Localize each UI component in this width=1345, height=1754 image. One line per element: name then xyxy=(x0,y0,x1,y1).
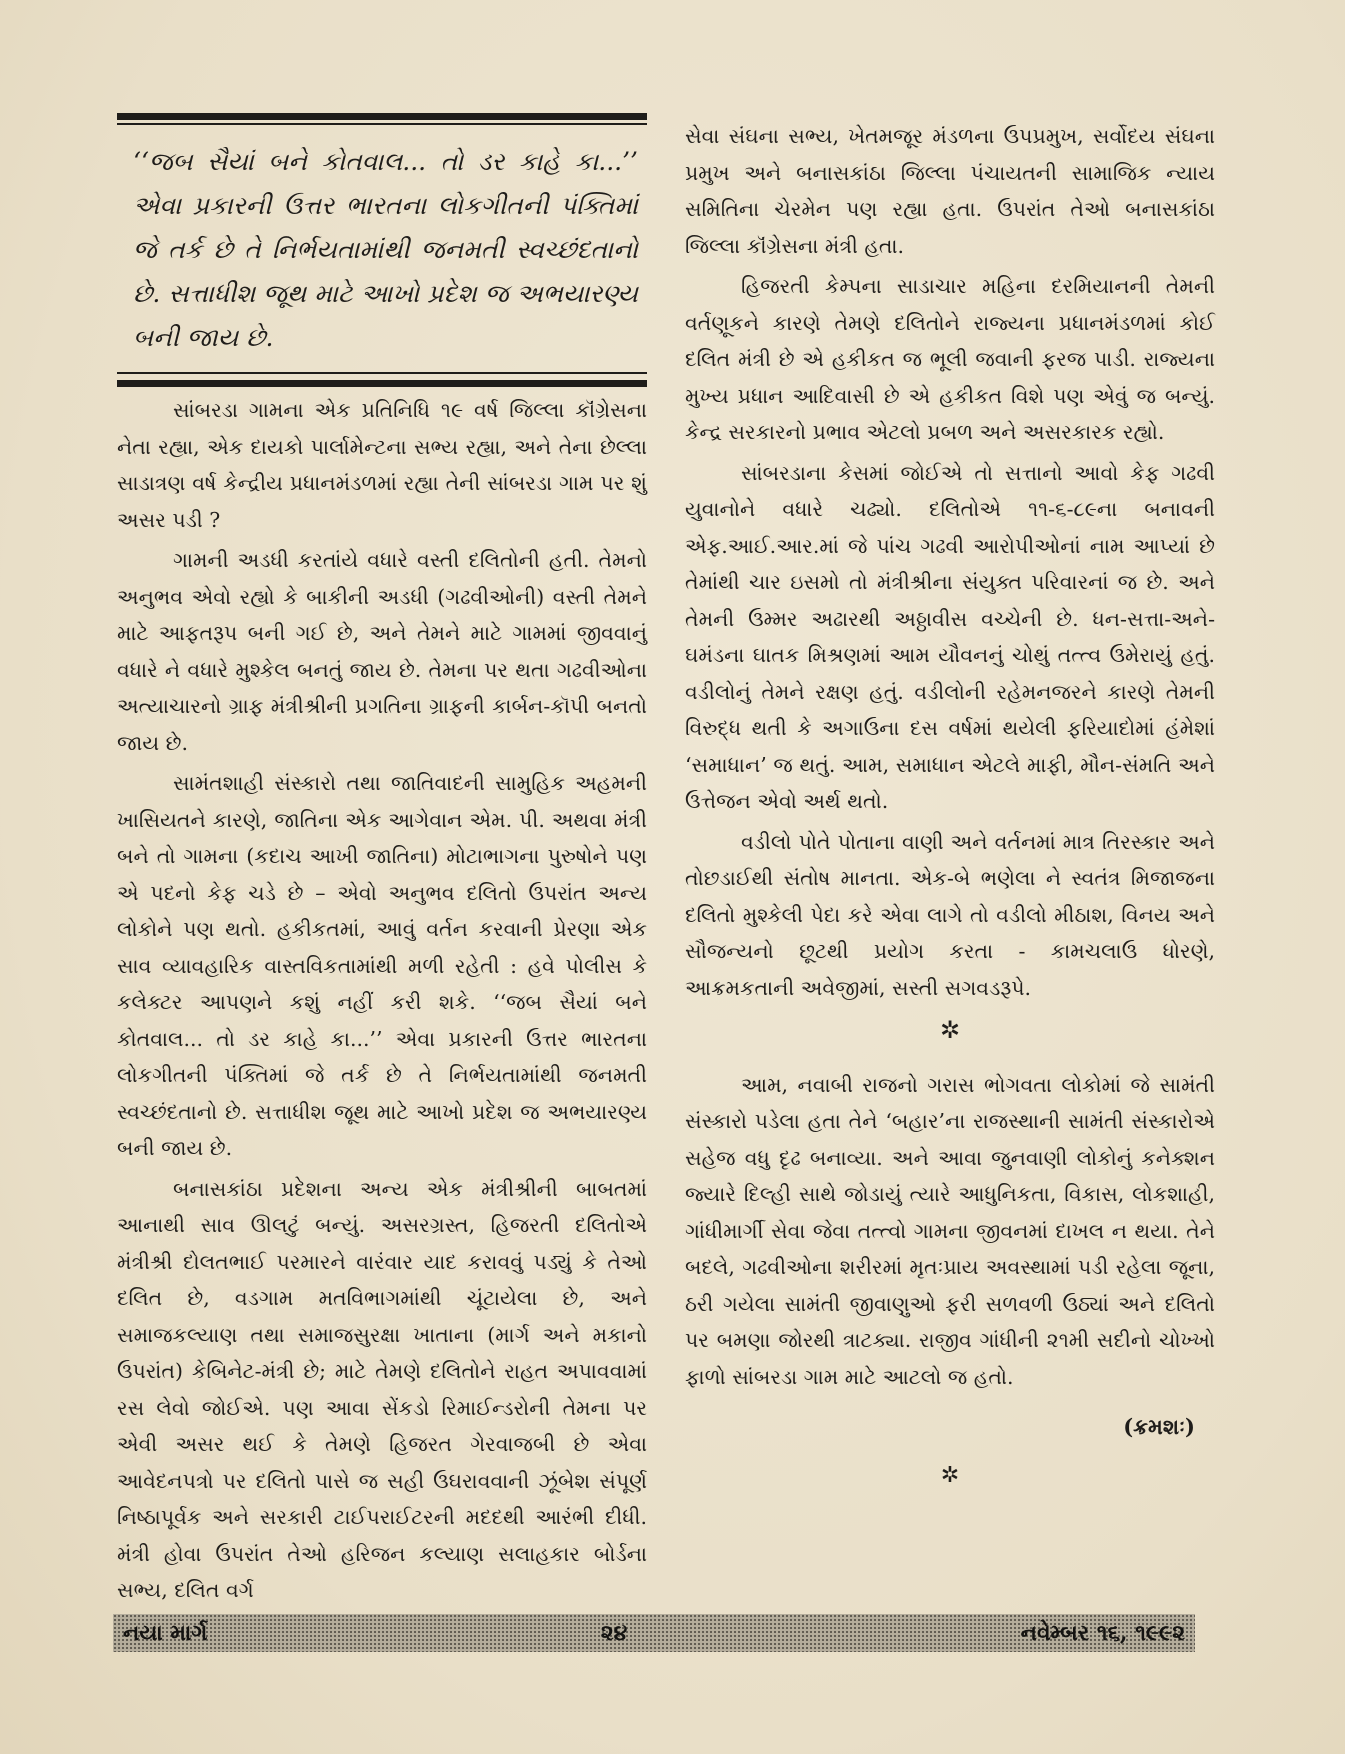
body-paragraph: સાંબરડા ગામના એક પ્રતિનિધિ ૧૯ વર્ષ જિલ્લા કૉંગ્રેસના નેતા રહ્યા, એક દાયકો પાર્લામેન્ટના સભ્ય રહ્યા, અને તેના છેલ્લા સાડાત્રણ વર્ષ કેન્દ્રીય પ્રધાનમંડળમાં રહ્યા તેની સાંબરડા ગામ પર શું અસર પડી ? xyxy=(117,398,647,532)
body-paragraph: સાંબરડાના કેસમાં જોઈએ તો સત્તાનો આવો કેફ ગઢવી યુવાનોને વધારે ચઢ્યો. દલિતોએ ૧૧-૬-૮૯ના બનાવની એફ.આઈ.આર.માં જે પાંચ ગઢવી આરોપીઓનાં નામ આપ્યાં છે તેમાંથી ચાર ઇસમો તો મંત્રીશ્રીના સંયુક્ત પરિવારનાં જ છે. અને તેમની ઉમ્મર અઢારથી અઠ્ઠાવીસ વચ્ચેની છે. ધન-સત્તા-અને-ઘમંડના ઘાતક મિશ્રણમાં આમ યૌવનનું ચોથું તત્ત્વ ઉમેરાયું હતું. વડીલોનું તેમને રક્ષણ હતું. વડીલોની રહેમનજરને કારણે તેમની વિરુદ્ધ થતી કે અગાઉના દસ વર્ષમાં થયેલી ફરિયાદોમાં હંમેશાં ‘સમાધાન’ જ થતું. આમ, સમાધાન એટલે માફી, મૌન-સંમતિ અને ઉત્તેજન એવો અર્થ થતો. xyxy=(685,460,1215,813)
pullquote-top-rule-thin xyxy=(117,123,647,125)
pullquote-bottom-rule-thin xyxy=(117,372,647,374)
pull-quote: ‘‘જબ સૈયાં બને કોતવાલ... તો ડર કાહે કા...’’ એવા પ્રકારની ઉત્તર ભારતના લોકગીતની પંક્તિમાં જે તર્ક છે તે નિર્ભયતામાંથી જનમતી સ્વચ્છંદતાનો છે. સત્તાધીશ જૂથ માટે આખો પ્રદેશ જ અભયારણ્ય બની જાય છે. xyxy=(133,147,638,352)
issue-date: નવેમ્બર ૧૬, ૧૯૯૨ xyxy=(1020,1620,1185,1646)
end-ornament: ✲ xyxy=(940,1462,960,1488)
page-footer xyxy=(113,1614,1195,1652)
publication-name: નયા માર્ગ xyxy=(123,1620,208,1646)
pullquote-top-rule xyxy=(117,113,647,120)
body-paragraph: આમ, નવાબી રાજનો ગરાસ ભોગવતા લોકોમાં જે સામંતી સંસ્કારો પડેલા હતા તેને ‘બહાર’ના રાજસ્થાની સામંતી સંસ્કારોએ સહેજ વધુ દૃઢ બનાવ્યા. અને આવા જુનવાણી લોકોનું કનેક્શન જ્યારે દિલ્હી સાથે જોડાયું ત્યારે આધુનિકતા, વિકાસ, લોકશાહી, ગાંધીમાર્ગી સેવા જેવા તત્ત્વો ગામના જીવનમાં દાખલ ન થયા. તેને બદલે, ગઢવીઓના શરીરમાં મૃતઃપ્રાય અવસ્થામાં પડી રહેલા જૂના, ઠરી ગયેલા સામંતી જીવાણુઓ ફરી સળવળી ઉઠ્યાં અને દલિતો પર બમણા જોરથી ત્રાટક્યા. રાજીવ ગાંધીની ૨૧મી સદીનો ચોખ્ખો ફાળો સાંબરડા ગામ માટે આટલો જ હતો. xyxy=(685,1072,1215,1389)
page-number: ૨૪ xyxy=(600,1620,628,1646)
body-paragraph: બનાસકાંઠા પ્રદેશના અન્ય એક મંત્રીશ્રીની બાબતમાં આનાથી સાવ ઊલટું બન્યું. અસરગ્રસ્ત, હિજરતી દલિતોએ મંત્રીશ્રી દોલતભાઈ પરમારને વારંવાર યાદ કરાવવું પડ્યું કે તેઓ દલિત છે, વડગામ મતવિભાગમાંથી ચૂંટાયેલા છે, અને સમાજકલ્યાણ તથા સમાજસુરક્ષા ખાતાના (માર્ગ અને મકાનો ઉપરાંત) કેબિનેટ-મંત્રી છે; માટે તેમણે દલિતોને રાહત અપાવવામાં રસ લેવો જોઈએ. પણ આવા સેંકડો રિમાઈન્ડરોની તેમના પર એવી અસર થઈ કે તેમણે હિજરત ગેરવાજબી છે એવા આવેદનપત્રો પર દલિતો પાસે જ સહી ઉઘરાવવાની ઝૂંબેશ સંપૂર્ણ નિષ્ઠાપૂર્વક અને સરકારી ટાઈપરાઈટરની મદદથી આરંભી દીધી. મંત્રી હોવા ઉપરાંત તેઓ હરિજન કલ્યાણ સલાહકાર બોર્ડના સભ્ય, દલિત વર્ગ xyxy=(117,1176,647,1602)
section-break-ornament: ✲ xyxy=(939,1016,961,1044)
right-column xyxy=(685,118,1215,1494)
continued-marker: (ક્રમશઃ) xyxy=(1123,1414,1195,1439)
body-paragraph: સામંતશાહી સંસ્કારો તથા જાતિવાદની સામુહિક અહમની ખાસિયતને કારણે, જાતિના એક આગેવાન એમ. પી. અથવા મંત્રી બને તો ગામના (કદાચ આખી જાતિના) મોટાભાગના પુરુષોને પણ એ પદનો કેફ ચડે છે – એવો અનુભવ દલિતો ઉપરાંત અન્ય લોકોને પણ થતો. હકીકતમાં, આવું વર્તન કરવાની પ્રેરણા એક સાવ વ્યાવહારિક વાસ્તવિકતામાંથી મળી રહેતી : હવે પોલીસ કે કલેક્ટર આપણને કશું નહીં કરી શકે. ‘‘જબ સૈયાં બને કોતવાલ... તો ડર કાહે કા...’’ એવા પ્રકારની ઉત્તર ભારતના લોકગીતની પંક્તિમાં જે તર્ક છે તે નિર્ભયતામાંથી જનમતી સ્વચ્છંદતાનો છે. સત્તાધીશ જૂથ માટે આખો પ્રદેશ જ અભયારણ્ય બની જાય છે. xyxy=(117,771,647,1160)
pullquote-bottom-rule xyxy=(117,380,647,387)
body-paragraph: હિજરતી કેમ્પના સાડાચાર મહિના દરમિયાનની તેમની વર્તણૂકને કારણે તેમણે દલિતોને રાજ્યના પ્રધાનમંડળમાં કોઈ દલિત મંત્રી છે એ હકીકત જ ભૂલી જવાની ફરજ પાડી. રાજ્યના મુખ્ય પ્રધાન આદિવાસી છે એ હકીકત વિશે પણ એવું જ બન્યું. કેન્દ્ર સરકારનો પ્રભાવ એટલો પ્રબળ અને અસરકારક રહ્યો. xyxy=(685,274,1215,444)
body-paragraph: વડીલો પોતે પોતાના વાણી અને વર્તનમાં માત્ર તિરસ્કાર અને તોછડાઈથી સંતોષ માનતા. એક-બે ભણેલા ને સ્વતંત્ર મિજાજના દલિતો મુશ્કેલી પેદા કરે એવા લાગે તો વડીલો મીઠાશ, વિનય અને સૌજન્યનો છૂટથી પ્રયોગ કરતા - કામચલાઉ ધોરણે, આક્રમકતાની અવેજીમાં, સસ્તી સગવડરૂપે. xyxy=(685,829,1215,1000)
body-paragraph: ગામની અડધી કરતાંયે વધારે વસ્તી દલિતોની હતી. તેમનો અનુભવ એવો રહ્યો કે બાકીની અડધી (ગઢવીઓની) વસ્તી તેમને માટે આફતરૂપ બની ગઈ છે, અને તેમને માટે ગામમાં જીવવાનું વધારે ને વધારે મુશ્કેલ બનતું જાય છે. તેમના પર થતા ગઢવીઓના અત્યાચારનો ગ્રાફ મંત્રીશ્રીની પ્રગતિના ગ્રાફની કાર્બન-કૉપી બનતો જાય છે. xyxy=(117,548,647,755)
body-paragraph: સેવા સંઘના સભ્ય, ખેતમજૂર મંડળના ઉપપ્રમુખ, સર્વોદય સંઘના પ્રમુખ અને બનાસકાંઠા જિલ્લા પંચાયતની સામાજિક ન્યાય સમિતિના ચેરમેન પણ રહ્યા હતા. ઉપરાંત તેઓ બનાસકાંઠા જિલ્લા કૉંગ્રેસના મંત્રી હતા. xyxy=(685,124,1215,258)
left-column xyxy=(117,392,647,1613)
